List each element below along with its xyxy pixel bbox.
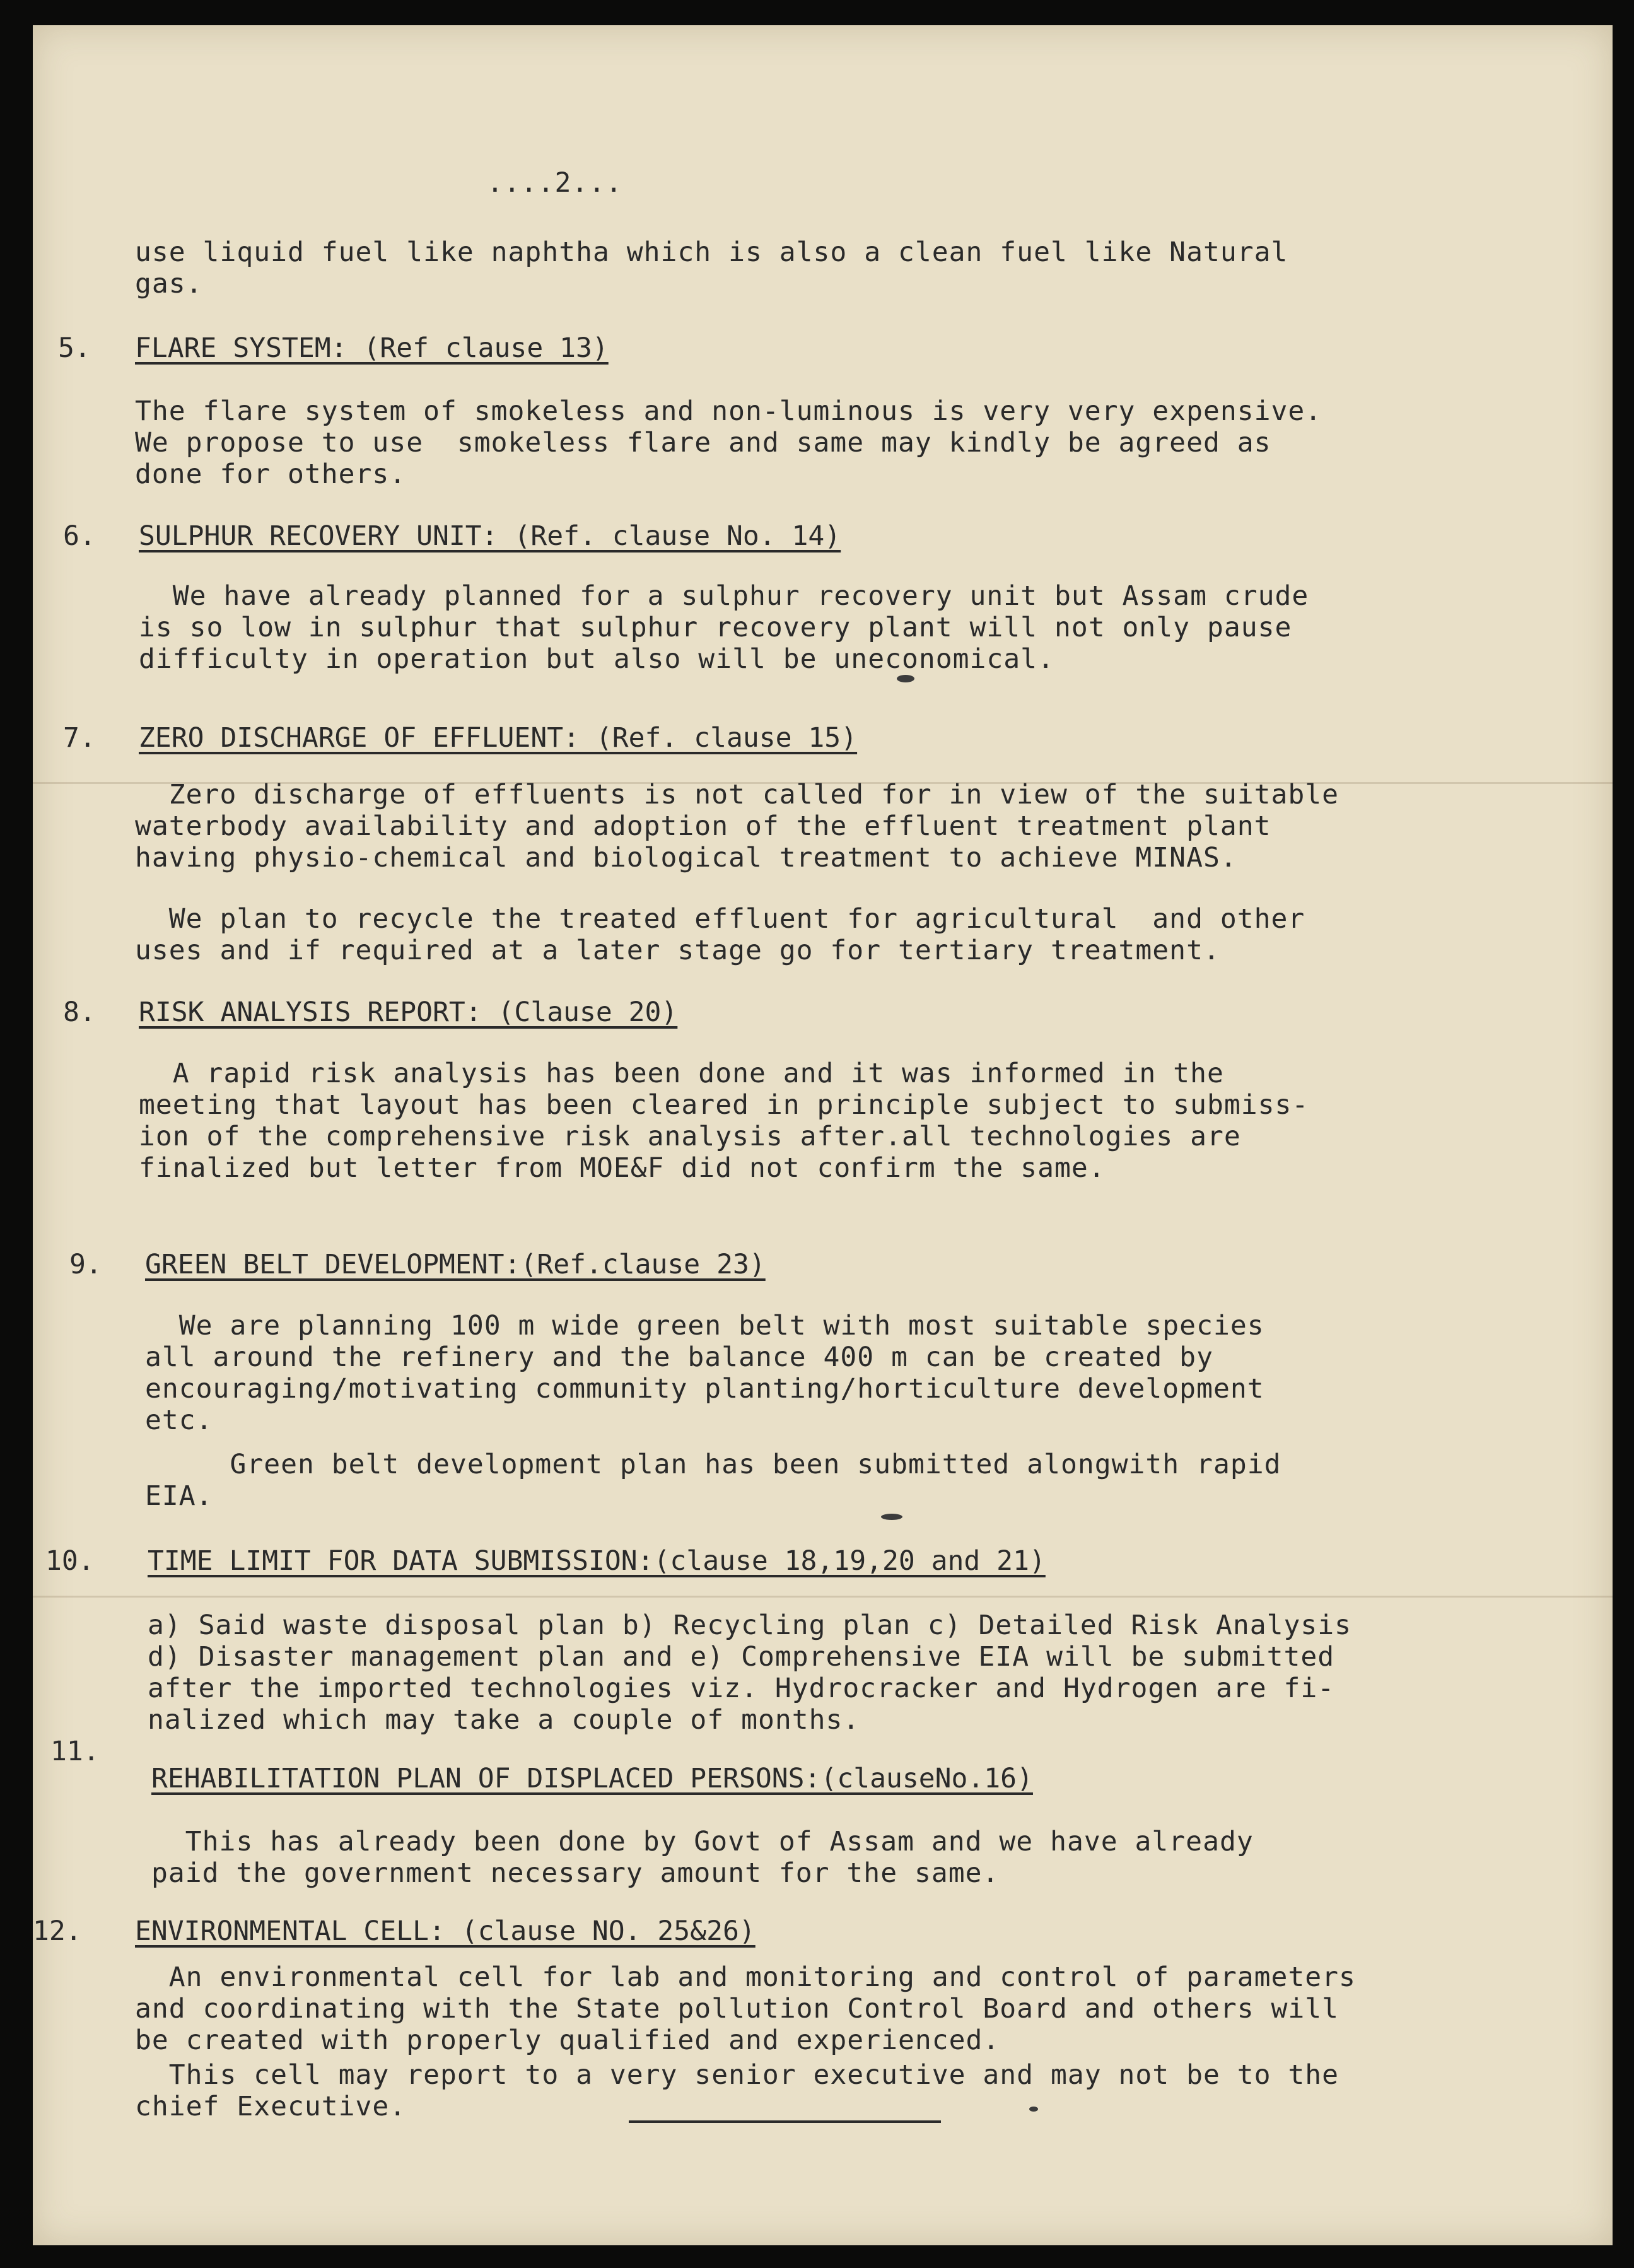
section-heading: TIME LIMIT FOR DATA SUBMISSION:(clause 18,19,20 and 21) — [148, 1545, 1046, 1577]
paragraph-line: We are planning 100 m wide green belt with most suitable species — [145, 1310, 1264, 1342]
intro-line: gas. — [135, 268, 203, 300]
section-number: 10. — [45, 1545, 95, 1577]
section-number: 11. — [50, 1736, 100, 1767]
paragraph-line: etc. — [145, 1405, 213, 1436]
paragraph-line: Green belt development plan has been submitted alongwith rapid — [145, 1449, 1281, 1480]
paragraph-line: ion of the comprehensive risk analysis after.all technologies are — [139, 1121, 1241, 1152]
section-heading: SULPHUR RECOVERY UNIT: (Ref. clause No. 14) — [139, 520, 841, 552]
paragraph-line: difficulty in operation but also will be uneconomical. — [139, 643, 1054, 675]
end-rule — [629, 2120, 941, 2123]
intro-line: use liquid fuel like naphtha which is also a clean fuel like Natural — [135, 237, 1288, 268]
paragraph-line: all around the refinery and the balance 400 m can be created by — [145, 1342, 1213, 1373]
paragraph-line: a) Said waste disposal plan b) Recycling plan c) Detailed Risk Analysis — [148, 1610, 1352, 1641]
page-marker: ....2... — [487, 167, 623, 199]
ink-speck — [1029, 2107, 1038, 2112]
section-heading: ENVIRONMENTAL CELL: (clause NO. 25&26) — [135, 1915, 756, 1947]
section-number: 6. — [63, 520, 96, 552]
paragraph-line: We propose to use smokeless flare and same may kindly be agreed as — [135, 427, 1271, 459]
ink-speck — [881, 1514, 902, 1520]
section-number: 12. — [33, 1915, 82, 1947]
paragraph-line: done for others. — [135, 459, 407, 490]
document-page — [33, 25, 1613, 2245]
paragraph-line: is so low in sulphur that sulphur recovery plant will not only pause — [139, 612, 1292, 643]
paragraph-line: having physio-chemical and biological treatment to achieve MINAS. — [135, 842, 1237, 874]
section-number: 9. — [69, 1249, 102, 1280]
section-heading: REHABILITATION PLAN OF DISPLACED PERSONS:(clauseNo.16) — [151, 1763, 1033, 1794]
section-number: 7. — [63, 722, 96, 754]
paragraph-line: chief Executive. — [135, 2091, 407, 2122]
paragraph-line: d) Disaster management plan and e) Comprehensive EIA will be submitted — [148, 1641, 1335, 1673]
paragraph-line: paid the government necessary amount for the same. — [151, 1857, 1000, 1889]
paragraph-line: A rapid risk analysis has been done and it was informed in the — [139, 1058, 1224, 1089]
paragraph-line: nalized which may take a couple of months. — [148, 1704, 860, 1736]
paragraph-line: meeting that layout has been cleared in principle subject to submiss- — [139, 1089, 1309, 1121]
section-number: 5. — [58, 332, 91, 364]
paragraph-line: Zero discharge of effluents is not called for in view of the suitable — [135, 779, 1339, 810]
paragraph-line: This cell may report to a very senior executive and may not be to the — [135, 2059, 1339, 2091]
paragraph-line: finalized but letter from MOE&F did not confirm the same. — [139, 1152, 1106, 1184]
paragraph-line: uses and if required at a later stage go for tertiary treatment. — [135, 935, 1220, 966]
paragraph-line: We plan to recycle the treated effluent for agricultural and other — [135, 903, 1305, 935]
paragraph-line: waterbody availability and adoption of the effluent treatment plant — [135, 810, 1271, 842]
paragraph-line: encouraging/motivating community planting/horticulture development — [145, 1373, 1264, 1405]
paragraph-line: The flare system of smokeless and non-luminous is very very expensive. — [135, 395, 1322, 427]
section-number: 8. — [63, 997, 96, 1028]
paragraph-line: after the imported technologies viz. Hydrocracker and Hydrogen are fi- — [148, 1673, 1335, 1704]
section-heading: GREEN BELT DEVELOPMENT:(Ref.clause 23) — [145, 1249, 766, 1280]
paragraph-line: We have already planned for a sulphur recovery unit but Assam crude — [139, 580, 1309, 612]
section-heading: FLARE SYSTEM: (Ref clause 13) — [135, 332, 609, 364]
fold-crease — [33, 1596, 1613, 1598]
paragraph-line: An environmental cell for lab and monitoring and control of parameters — [135, 1961, 1356, 1993]
paragraph-line: be created with properly qualified and experienced. — [135, 2025, 1000, 2056]
paragraph-line: This has already been done by Govt of Assam and we have already — [151, 1826, 1254, 1857]
section-heading: ZERO DISCHARGE OF EFFLUENT: (Ref. clause 15) — [139, 722, 858, 754]
section-heading: RISK ANALYSIS REPORT: (Clause 20) — [139, 997, 678, 1028]
paragraph-line: EIA. — [145, 1480, 213, 1512]
paragraph-line: and coordinating with the State pollution Control Board and others will — [135, 1993, 1339, 2025]
ink-speck — [897, 675, 914, 682]
